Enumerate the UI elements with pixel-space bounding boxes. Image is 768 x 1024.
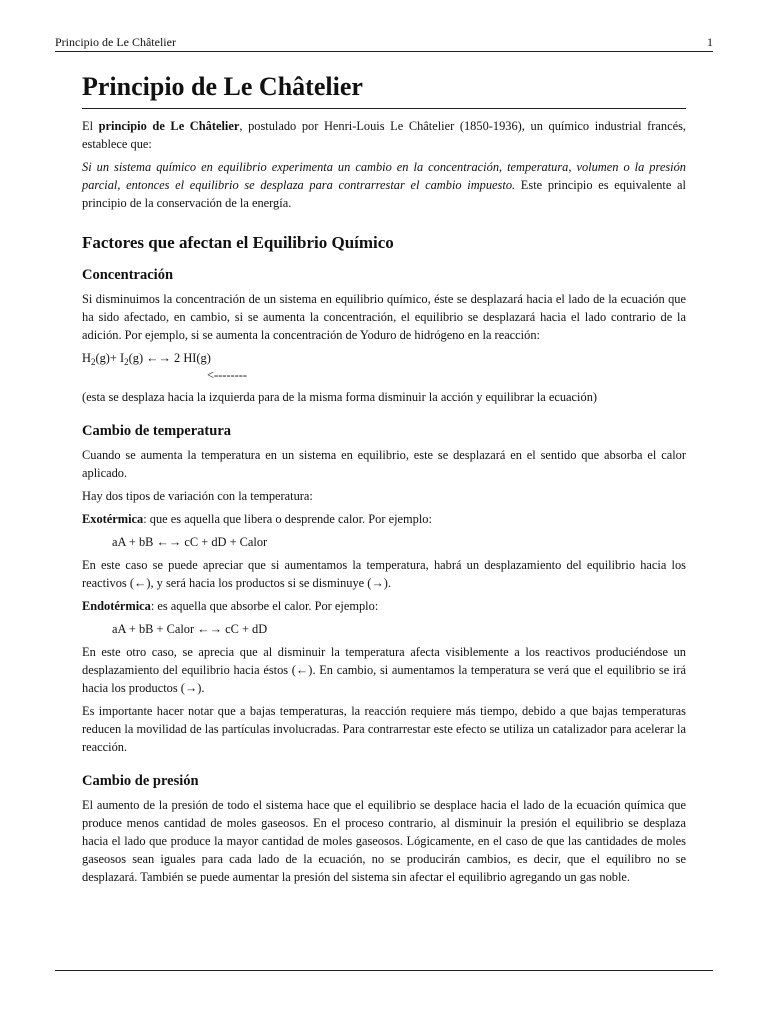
page-title: Principio de Le Châtelier bbox=[82, 72, 686, 109]
exothermic-label: Exotérmica bbox=[82, 512, 144, 526]
temperature-paragraph-2: Hay dos tipos de variación con la temperatura: bbox=[82, 489, 313, 503]
endothermic-definition bbox=[82, 597, 686, 615]
exothermic-text: : que es aquella que libera o desprende calor. Por ejemplo: bbox=[143, 512, 432, 526]
running-header bbox=[55, 35, 713, 52]
hi-equation bbox=[82, 349, 686, 367]
endothermic-text: : es aquella que absorbe el calor. Por ejemplo: bbox=[150, 599, 379, 613]
concentration-note: (esta se desplaza hacia la izquierda para de la misma forma disminuir la acción y equilibrar la ecuación) bbox=[82, 390, 598, 404]
temperature-paragraph-5: Es importante hacer notar que a bajas temperaturas, la reacción requiere más tiempo, debido a que bajas temperaturas reducen la movilidad de las partículas involucradas. Para contrarrestar este efecto se utiliza un catalizador para acelerar la reacción. bbox=[82, 704, 686, 754]
concentration-heading: Concentración bbox=[82, 267, 174, 283]
intro-paragraph bbox=[82, 117, 686, 153]
temperature-paragraph-4: En este otro caso, se aprecia que al disminuir la temperatura afecta visiblemente a los reactivos produciéndose un desplazamiento del equilibrio hacia éstos (←). En cambio, si aumentamos la temperatura se verá que el equilibrio se irá hacia los productos (→). bbox=[82, 645, 686, 695]
principle-statement bbox=[82, 158, 686, 212]
eq-end: (g) ←→ 2 HI(g) bbox=[128, 351, 211, 365]
eq-sub-2: 2 bbox=[124, 357, 129, 367]
principle-post: Este principio es equivalente al principio de la conservación de la energía. bbox=[82, 178, 686, 210]
pressure-heading: Cambio de presión bbox=[82, 773, 199, 789]
intro-bold-term: principio de Le Châtelier bbox=[98, 119, 240, 133]
running-header-title: Principio de Le Châtelier bbox=[55, 35, 176, 49]
pressure-paragraph: El aumento de la presión de todo el sistema hace que el equilibrio se desplace hacia el lado de la ecuación química que produce menos cantidad de moles gaseosos. En el proceso contrario, al disminuir la presión el equilibrio se desplaza hacia el lado que produce la mayor cantidad de moles gaseosos. Lógicamente, en el caso de que las cantidades de moles gaseosos sean iguales para cada lado de la ecuación, no se producirán cambios, es decir, que el equilibro no se desplazará. También se puede aumentar la presión del sistema sin afectar el equilibrio agregando un gas noble. bbox=[82, 798, 686, 884]
shift-arrow: <-------- bbox=[207, 368, 247, 382]
eq-sub-1: 2 bbox=[90, 357, 96, 367]
page-number: 1 bbox=[707, 35, 713, 49]
section-heading: Factores que afectan el Equilibrio Químico bbox=[82, 233, 394, 252]
page-content bbox=[82, 72, 686, 886]
intro-text-pre: El bbox=[82, 119, 99, 133]
eq-mid: (g)+ I bbox=[95, 351, 125, 365]
exothermic-definition bbox=[82, 510, 686, 528]
exothermic-equation: aA + bB ←→ cC + dD + Calor bbox=[112, 535, 268, 549]
intro-text-post: , postulado por Henri-Louis Le Châtelier (1850-1936), un químico industrial francés, establece que: bbox=[82, 119, 687, 151]
eq-h: H bbox=[82, 351, 91, 365]
endothermic-label: Endotérmica bbox=[82, 599, 151, 613]
temperature-paragraph-1: Cuando se aumenta la temperatura en un sistema en equilibrio, este se desplazará en el sentido que absorba el calor aplicado. bbox=[82, 448, 686, 480]
temperature-heading: Cambio de temperatura bbox=[82, 423, 232, 439]
principle-italic: Si un sistema químico en equilibrio experimenta un cambio en la concentración, temperatura, volumen o la presión parcial, entonces el equilibrio se desplaza para contrarrestar el cambio impuesto. bbox=[82, 160, 686, 192]
endothermic-equation: aA + bB + Calor ←→ cC + dD bbox=[112, 622, 268, 636]
temperature-paragraph-3: En este caso se puede apreciar que si aumentamos la temperatura, habrá un desplazamiento del equilibrio hacia los reactivos (←), y será hacia los productos si se disminuye (→). bbox=[82, 558, 686, 590]
footer-rule bbox=[55, 970, 713, 971]
concentration-paragraph: Si disminuimos la concentración de un sistema en equilibrio químico, éste se desplazará hacia el lado de la ecuación que ha sido afectado, en cambio, si se aumenta la concentración, el equilibrio se desplazará hacia el lado contrario de la adición. Por ejemplo, si se aumenta la concentración de Yoduro de hidrógeno en la reacción: bbox=[82, 292, 686, 342]
